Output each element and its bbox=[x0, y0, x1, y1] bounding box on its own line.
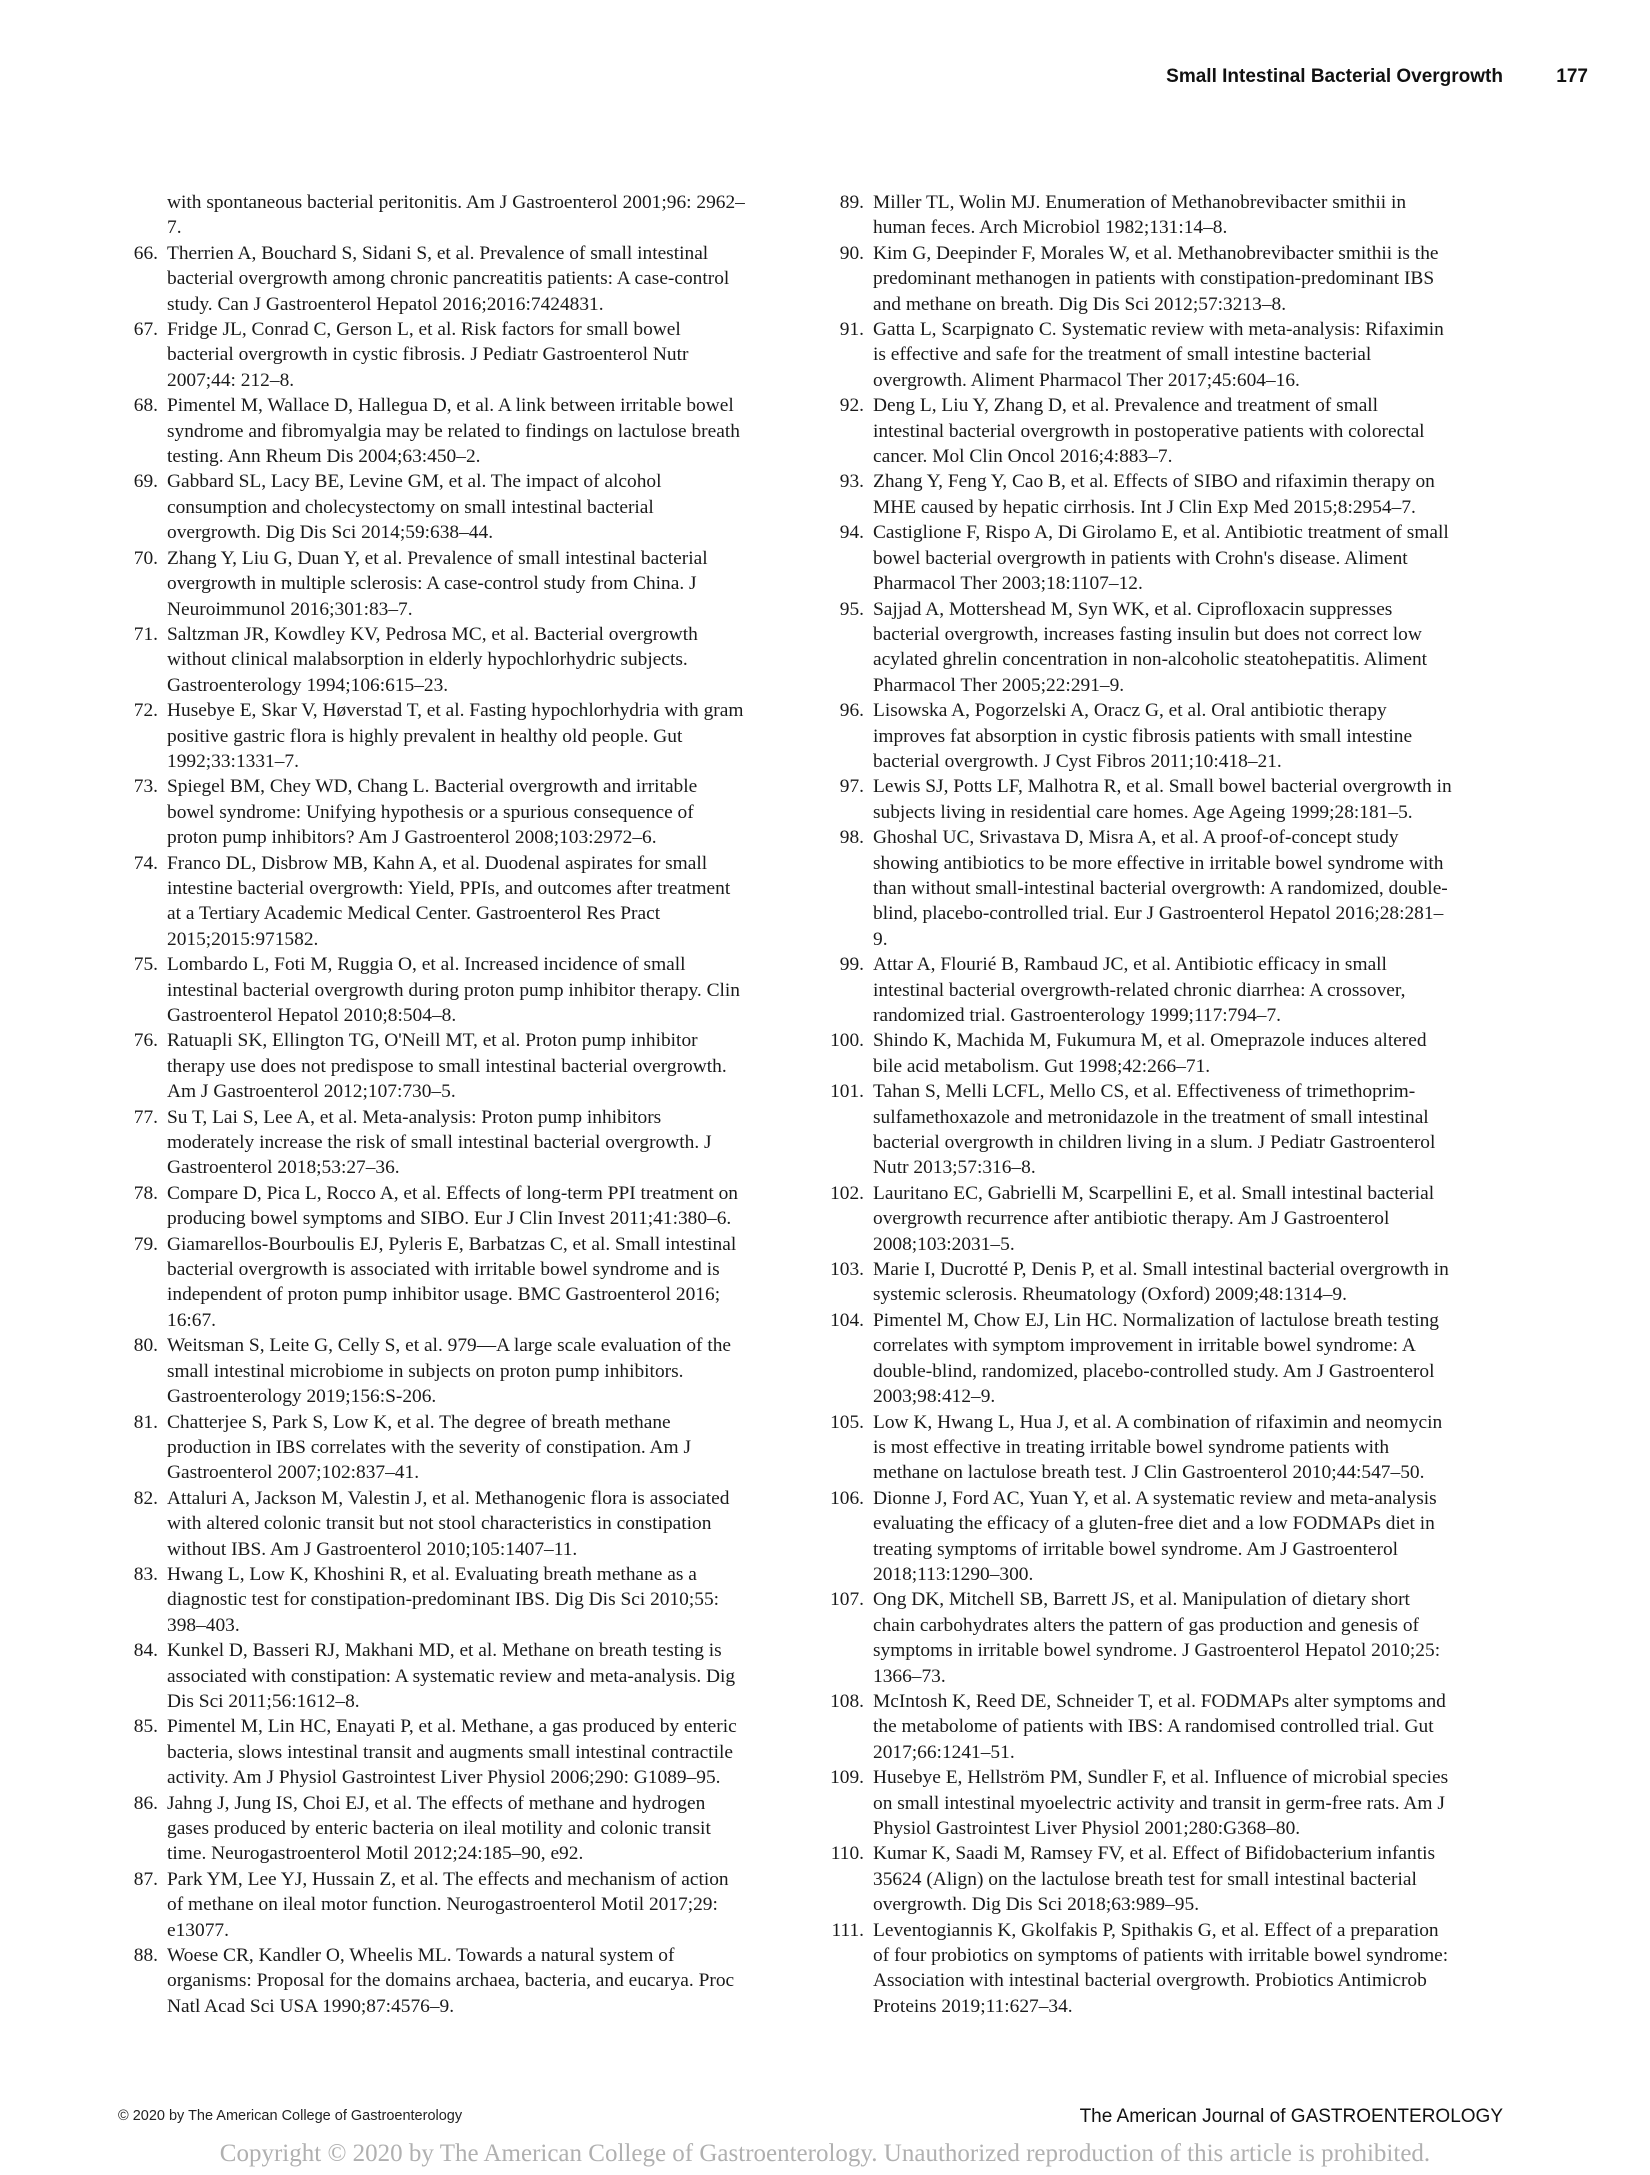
reference-text: Pimentel M, Wallace D, Hallegua D, et al. A link between irritable bowel syndrome and fibromyalgia may be related to findings on lactulose breath testing. Ann Rheum Dis 2004;63:450–2. bbox=[167, 395, 740, 468]
reference-text: Gatta L, Scarpignato C. Systematic review with meta-analysis: Rifaximin is effective and safe for the treatment of small intestine bacterial overgrowth. Aliment Pharmacol Ther 2017;45:604–16. bbox=[873, 319, 1444, 391]
reference-item bbox=[118, 1333, 746, 1409]
reference-number: 103. bbox=[830, 1259, 864, 1281]
reference-text: Sajjad A, Mottershead M, Syn WK, et al. Ciprofloxacin suppresses bacterial overgrowth, increases fasting insulin but does not correct low acylated ghrelin concentration in non-alcoholic steatohepatitis. Aliment Pharmacol Ther 2005;22:291–9. bbox=[873, 598, 1428, 696]
reference-item bbox=[824, 952, 1452, 1028]
reference-text: Leventogiannis K, Gkolfakis P, Spithakis G, et al. Effect of a preparation of four probiotics on symptoms of patients with irritable bowel syndrome: Association with intestinal bacterial overgrowth. Probiotics Antimicrob Proteins 2019;11:627–34. bbox=[873, 1919, 1449, 2017]
page-number: 177 bbox=[1556, 66, 1588, 87]
reference-number: 80. bbox=[133, 1335, 158, 1357]
reference-item bbox=[824, 317, 1452, 393]
reference-item bbox=[118, 1943, 746, 2019]
reference-number: 99. bbox=[839, 954, 864, 976]
reference-text: Lewis SJ, Potts LF, Malhotra R, et al. Small bowel bacterial overgrowth in subjects living in residential care homes. Age Ageing 1999;28:181–5. bbox=[873, 776, 1452, 823]
reference-number: 72. bbox=[133, 700, 158, 722]
reference-number: 79. bbox=[133, 1233, 158, 1255]
reference-number: 74. bbox=[133, 852, 158, 874]
reference-item bbox=[824, 393, 1452, 469]
reference-item bbox=[118, 698, 746, 774]
reference-text: Saltzman JR, Kowdley KV, Pedrosa MC, et al. Bacterial overgrowth without clinical malabsorption in elderly hypochlorhydric subjects. Gastroenterology 1994;106:615–23. bbox=[167, 623, 698, 696]
reference-item bbox=[118, 317, 746, 393]
reference-item bbox=[118, 469, 746, 545]
reference-text: Dionne J, Ford AC, Yuan Y, et al. A systematic review and meta-analysis evaluating the efficacy of a gluten-free diet and a low FODMAPs diet in treating symptoms of irritable bowel syndrome. Am J Gastroenterol 2018;113:1290–300. bbox=[873, 1487, 1437, 1585]
reference-text: Tahan S, Melli LCFL, Mello CS, et al. Effectiveness of trimethoprim-sulfamethoxazole and metronidazole in the treatment of small intestinal bacterial overgrowth in children living in a slum. J Pediatr Gastroenterol Nutr 2013;57:316–8. bbox=[873, 1081, 1436, 1179]
running-head bbox=[0, 66, 1650, 96]
reference-number: 81. bbox=[133, 1411, 158, 1433]
reference-text: Kumar K, Saadi M, Ramsey FV, et al. Effect of Bifidobacterium infantis 35624 (Align) on the lactulose breath test for small intestinal bacterial overgrowth. Dig Dis Sci 2018;63:989–95. bbox=[873, 1843, 1436, 1916]
reference-item bbox=[824, 241, 1452, 317]
reference-continuation: with spontaneous bacterial peritonitis. Am J Gastroenterol 2001;96: 2962–7. bbox=[167, 192, 745, 239]
reference-number: 88. bbox=[133, 1945, 158, 1967]
reference-item bbox=[824, 1918, 1452, 2020]
reference-text: Ratuapli SK, Ellington TG, O'Neill MT, et al. Proton pump inhibitor therapy use does not predispose to small intestinal bacterial overgrowth. Am J Gastroenterol 2012;107:730–5. bbox=[167, 1030, 727, 1103]
reference-list-right bbox=[824, 190, 1452, 2019]
reference-item bbox=[824, 825, 1452, 952]
reference-text: Spiegel BM, Chey WD, Chang L. Bacterial overgrowth and irritable bowel syndrome: Unifying hypothesis or a spurious consequence of proton pump inhibitors? Am J Gastroenterol 2008;103:2972–6. bbox=[167, 776, 698, 849]
reference-text: Kim G, Deepinder F, Morales W, et al. Methanobrevibacter smithii is the predominant methanogen in patients with constipation-predominant IBS and methane on breath. Dig Dis Sci 2012;57:3213–8. bbox=[873, 242, 1439, 315]
reference-item bbox=[824, 1410, 1452, 1486]
reference-text: Zhang Y, Liu G, Duan Y, et al. Prevalence of small intestinal bacterial overgrowth in multiple sclerosis: A case-control study from China. J Neuroimmunol 2016;301:83–7. bbox=[167, 547, 708, 620]
reference-text: Deng L, Liu Y, Zhang D, et al. Prevalence and treatment of small intestinal bacterial overgrowth in postoperative patients with colorectal cancer. Mol Clin Oncol 2016;4:883–7. bbox=[873, 395, 1425, 468]
reference-number: 76. bbox=[133, 1030, 158, 1052]
reference-text: Pimentel M, Chow EJ, Lin HC. Normalization of lactulose breath testing correlates with symptom improvement in irritable bowel syndrome: A double-blind, randomized, placebo-controlled study. Am J Gastroenterol 2003;98:412–9. bbox=[873, 1309, 1440, 1408]
reference-number: 90. bbox=[839, 242, 864, 264]
reference-number: 77. bbox=[133, 1106, 158, 1128]
reference-item bbox=[118, 952, 746, 1028]
reference-text: Kunkel D, Basseri RJ, Makhani MD, et al. Methane on breath testing is associated with constipation: A systematic review and meta-analysis. Dig Dis Sci 2011;56:1612–8. bbox=[167, 1640, 736, 1712]
reference-number: 67. bbox=[133, 319, 158, 341]
reference-number: 71. bbox=[133, 623, 158, 645]
reference-number: 104. bbox=[830, 1309, 864, 1331]
reference-text: Compare D, Pica L, Rocco A, et al. Effects of long-term PPI treatment on producing bowel symptoms and SIBO. Eur J Clin Invest 2011;41:380–6. bbox=[167, 1182, 738, 1230]
reference-item bbox=[118, 1486, 746, 1562]
reference-number: 82. bbox=[133, 1487, 158, 1509]
footer-copyright: © 2020 by The American College of Gastroenterology bbox=[118, 2108, 463, 2124]
reference-text: Attar A, Flourié B, Rambaud JC, et al. Antibiotic efficacy in small intestinal bacterial overgrowth-related chronic diarrhea: A crossover, randomized trial. Gastroenterology 1999;117:794–7. bbox=[873, 954, 1406, 1026]
reference-text: Weitsman S, Leite G, Celly S, et al. 979—A large scale evaluation of the small intestinal microbiome in subjects on proton pump inhibitors. Gastroenterology 2019;156:S-206. bbox=[167, 1335, 732, 1408]
reference-item bbox=[118, 622, 746, 698]
reference-number: 102. bbox=[830, 1182, 864, 1204]
reference-item bbox=[118, 1028, 746, 1104]
reference-item bbox=[118, 1181, 746, 1232]
reference-text: Shindo K, Machida M, Fukumura M, et al. Omeprazole induces altered bile acid metabolism. Gut 1998;42:266–71. bbox=[873, 1030, 1427, 1077]
running-head-title: Small Intestinal Bacterial Overgrowth bbox=[1166, 66, 1503, 87]
reference-text: Hwang L, Low K, Khoshini R, et al. Evaluating breath methane as a diagnostic test for constipation-predominant IBS. Dig Dis Sci 2010;55: 398–403. bbox=[167, 1563, 720, 1636]
reference-text: Woese CR, Kandler O, Wheelis ML. Towards a natural system of organisms: Proposal for the domains archaea, bacteria, and eucarya. Proc Natl Acad Sci USA 1990;87:4576–9. bbox=[167, 1945, 735, 2017]
reference-item bbox=[118, 1562, 746, 1638]
reference-number: 75. bbox=[133, 954, 158, 976]
reference-item bbox=[824, 1765, 1452, 1841]
reference-column-right bbox=[824, 190, 1452, 2019]
reference-number: 105. bbox=[830, 1411, 864, 1433]
reference-number: 110. bbox=[830, 1843, 864, 1865]
reference-text: Lauritano EC, Gabrielli M, Scarpellini E, et al. Small intestinal bacterial overgrowth recurrence after antibiotic therapy. Am J Gastroenterol 2008;103:2031–5. bbox=[873, 1182, 1435, 1255]
reference-item bbox=[118, 1410, 746, 1486]
page-footer bbox=[0, 2106, 1650, 2130]
reference-item bbox=[824, 1689, 1452, 1765]
reference-number: 87. bbox=[133, 1868, 158, 1890]
reference-text: Pimentel M, Lin HC, Enayati P, et al. Methane, a gas produced by enteric bacteria, slows intestinal transit and augments small intestinal contractile activity. Am J Physiol Gastrointest Liver Physiol 2006;290: G1089–95. bbox=[167, 1716, 737, 1789]
reference-item bbox=[118, 1105, 746, 1181]
reference-item bbox=[824, 774, 1452, 825]
reference-item bbox=[824, 1028, 1452, 1079]
reference-text: Ong DK, Mitchell SB, Barrett JS, et al. Manipulation of dietary short chain carbohydrates alters the pattern of gas production and genesis of symptoms in irritable bowel syndrome. J Gastroenterol Hepatol 2010;25: 1366–73. bbox=[873, 1589, 1441, 1687]
reference-text: Gabbard SL, Lacy BE, Levine GM, et al. The impact of alcohol consumption and cholecystectomy on small intestinal bacterial overgrowth. Dig Dis Sci 2014;59:638–44. bbox=[167, 471, 662, 544]
reference-item bbox=[118, 851, 746, 953]
reference-text: Chatterjee S, Park S, Low K, et al. The degree of breath methane production in IBS correlates with the severity of constipation. Am J Gastroenterol 2007;102:837–41. bbox=[167, 1411, 691, 1484]
reference-text: Low K, Hwang L, Hua J, et al. A combination of rifaximin and neomycin is most effective in treating irritable bowel syndrome patients with methane on lactulose breath test. J Clin Gastroenterol 2010;44:547–50. bbox=[873, 1411, 1443, 1484]
reference-number: 100. bbox=[830, 1030, 864, 1052]
reference-item bbox=[118, 393, 746, 469]
reference-item bbox=[824, 1486, 1452, 1588]
reference-item bbox=[118, 1638, 746, 1714]
reference-text: Jahng J, Jung IS, Choi EJ, et al. The effects of methane and hydrogen gases produced by enteric bacteria on ileal motility and colonic transit time. Neurogastroenterol Motil 2012;24:185–90, e92. bbox=[167, 1792, 711, 1865]
reference-item bbox=[824, 1257, 1452, 1308]
reference-number: 91. bbox=[839, 319, 864, 341]
reference-number: 70. bbox=[133, 547, 158, 569]
reference-text: Su T, Lai S, Lee A, et al. Meta-analysis: Proton pump inhibitors moderately increase the risk of small intestinal bacterial overgrowth. J Gastroenterol 2018;53:27–36. bbox=[167, 1106, 712, 1179]
reference-number: 108. bbox=[830, 1690, 864, 1712]
reference-number: 101. bbox=[830, 1081, 864, 1103]
copyright-notice: Copyright © 2020 by The American College of Gastroenterology. Unauthorized reproduction of this article is prohibited. bbox=[219, 2140, 1431, 2167]
reference-number: 109. bbox=[830, 1767, 864, 1789]
reference-text: Marie I, Ducrotté P, Denis P, et al. Small intestinal bacterial overgrowth in systemic sclerosis. Rheumatology (Oxford) 2009;48:1314–9. bbox=[873, 1259, 1449, 1306]
reference-number: 66. bbox=[133, 242, 158, 264]
reference-item bbox=[118, 774, 746, 850]
reference-item bbox=[118, 241, 746, 317]
reference-text: Therrien A, Bouchard S, Sidani S, et al. Prevalence of small intestinal bacterial overgrowth among chronic pancreatitis patients: A case-control study. Can J Gastroenterol Hepatol 2016;2016:7424831. bbox=[167, 242, 730, 315]
reference-text: Lisowska A, Pogorzelski A, Oracz G, et al. Oral antibiotic therapy improves fat absorption in cystic fibrosis patients with small intestine bacterial overgrowth. J Cyst Fibros 2011;10:418–21. bbox=[873, 700, 1413, 772]
reference-item bbox=[824, 1181, 1452, 1257]
reference-text: Franco DL, Disbrow MB, Kahn A, et al. Duodenal aspirates for small intestine bacterial overgrowth: Yield, PPIs, and outcomes after treatment at a Tertiary Academic Medical Center. Gastroenterol Res Pract 2015;2015:971582. bbox=[167, 852, 731, 950]
reference-item bbox=[118, 546, 746, 622]
footer-journal-name: The American Journal of GASTROENTEROLOGY bbox=[1079, 2106, 1503, 2127]
reference-item bbox=[824, 520, 1452, 596]
reference-item bbox=[824, 1587, 1452, 1689]
reference-text: Husebye E, Skar V, Høverstad T, et al. Fasting hypochlorhydria with gram positive gastric flora is highly prevalent in healthy old people. Gut 1992;33:1331–7. bbox=[167, 700, 744, 772]
reference-text: Attaluri A, Jackson M, Valestin J, et al. Methanogenic flora is associated with altered colonic transit but not stool characteristics in constipation without IBS. Am J Gastroenterol 2010;105:1407–11. bbox=[167, 1487, 730, 1560]
reference-item bbox=[824, 698, 1452, 774]
reference-number: 111. bbox=[831, 1919, 864, 1941]
reference-text: Ghoshal UC, Srivastava D, Misra A, et al. A proof-of-concept study showing antibiotics to be more effective in irritable bowel syndrome with than without small-intestinal bacterial overgrowth: A randomized, double-blind, placebo-controlled trial. Eur J Gastroenterol Hepatol 2016;28:281–9. bbox=[873, 827, 1448, 950]
reference-item bbox=[118, 1232, 746, 1334]
reference-text: Park YM, Lee YJ, Hussain Z, et al. The effects and mechanism of action of methane on ileal motor function. Neurogastroenterol Motil 2017;29: e13077. bbox=[167, 1868, 729, 1941]
reference-number: 84. bbox=[133, 1640, 158, 1662]
reference-item bbox=[118, 1867, 746, 1943]
reference-number: 107. bbox=[830, 1589, 864, 1611]
reference-text: Zhang Y, Feng Y, Cao B, et al. Effects of SIBO and rifaximin therapy on MHE caused by hepatic cirrhosis. Int J Clin Exp Med 2015;8:2954–7. bbox=[873, 471, 1435, 518]
reference-number: 96. bbox=[839, 700, 864, 722]
reference-text: McIntosh K, Reed DE, Schneider T, et al. FODMAPs alter symptoms and the metabolome of patients with IBS: A randomised controlled trial. Gut 2017;66:1241–51. bbox=[873, 1690, 1446, 1763]
reference-item bbox=[824, 1308, 1452, 1410]
reference-list-left bbox=[118, 241, 746, 2019]
reference-number: 95. bbox=[839, 598, 864, 620]
reference-number: 78. bbox=[133, 1182, 158, 1204]
reference-column-left bbox=[118, 190, 746, 2019]
reference-item bbox=[118, 1791, 746, 1867]
reference-text: Lombardo L, Foti M, Ruggia O, et al. Increased incidence of small intestinal bacterial overgrowth during proton pump inhibitor therapy. Clin Gastroenterol Hepatol 2010;8:504–8. bbox=[167, 954, 740, 1026]
reference-item bbox=[824, 1841, 1452, 1917]
reference-item bbox=[824, 190, 1452, 241]
reference-number: 106. bbox=[830, 1487, 864, 1509]
reference-number: 68. bbox=[133, 395, 158, 417]
reference-number: 97. bbox=[839, 776, 864, 798]
reference-number: 86. bbox=[133, 1792, 158, 1814]
reference-item bbox=[824, 1079, 1452, 1181]
reference-text: Fridge JL, Conrad C, Gerson L, et al. Risk factors for small bowel bacterial overgrowth in cystic fibrosis. J Pediatr Gastroenterol Nutr 2007;44: 212–8. bbox=[167, 319, 689, 391]
reference-number: 89. bbox=[839, 192, 864, 213]
reference-text: Castiglione F, Rispo A, Di Girolamo E, et al. Antibiotic treatment of small bowel bacterial overgrowth in patients with Crohn's disease. Aliment Pharmacol Ther 2003;18:1107–12. bbox=[873, 522, 1449, 595]
reference-item bbox=[824, 469, 1452, 520]
reference-number: 94. bbox=[839, 522, 864, 544]
reference-number: 85. bbox=[133, 1716, 158, 1738]
reference-item bbox=[118, 1714, 746, 1790]
reference-text: Giamarellos-Bourboulis EJ, Pyleris E, Barbatzas C, et al. Small intestinal bacterial overgrowth is associated with irritable bowel syndrome and is independent of proton pump inhibitor usage. BMC Gastroenterol 2016; 16:67. bbox=[167, 1233, 737, 1331]
reference-number: 73. bbox=[133, 776, 158, 798]
reference-text: Husebye E, Hellström PM, Sundler F, et al. Influence of microbial species on small intestinal myoelectric activity and transit in germ-free rats. Am J Physiol Gastrointest Liver Physiol 2001;280:G368–80. bbox=[873, 1767, 1449, 1839]
reference-number: 92. bbox=[839, 395, 864, 417]
reference-text: Miller TL, Wolin MJ. Enumeration of Methanobrevibacter smithii in human feces. Arch Microbiol 1982;131:14–8. bbox=[873, 192, 1407, 239]
reference-number: 93. bbox=[839, 471, 864, 493]
reference-number: 98. bbox=[839, 827, 864, 849]
reference-number: 83. bbox=[133, 1563, 158, 1585]
reference-item bbox=[824, 597, 1452, 699]
reference-number: 69. bbox=[133, 471, 158, 493]
